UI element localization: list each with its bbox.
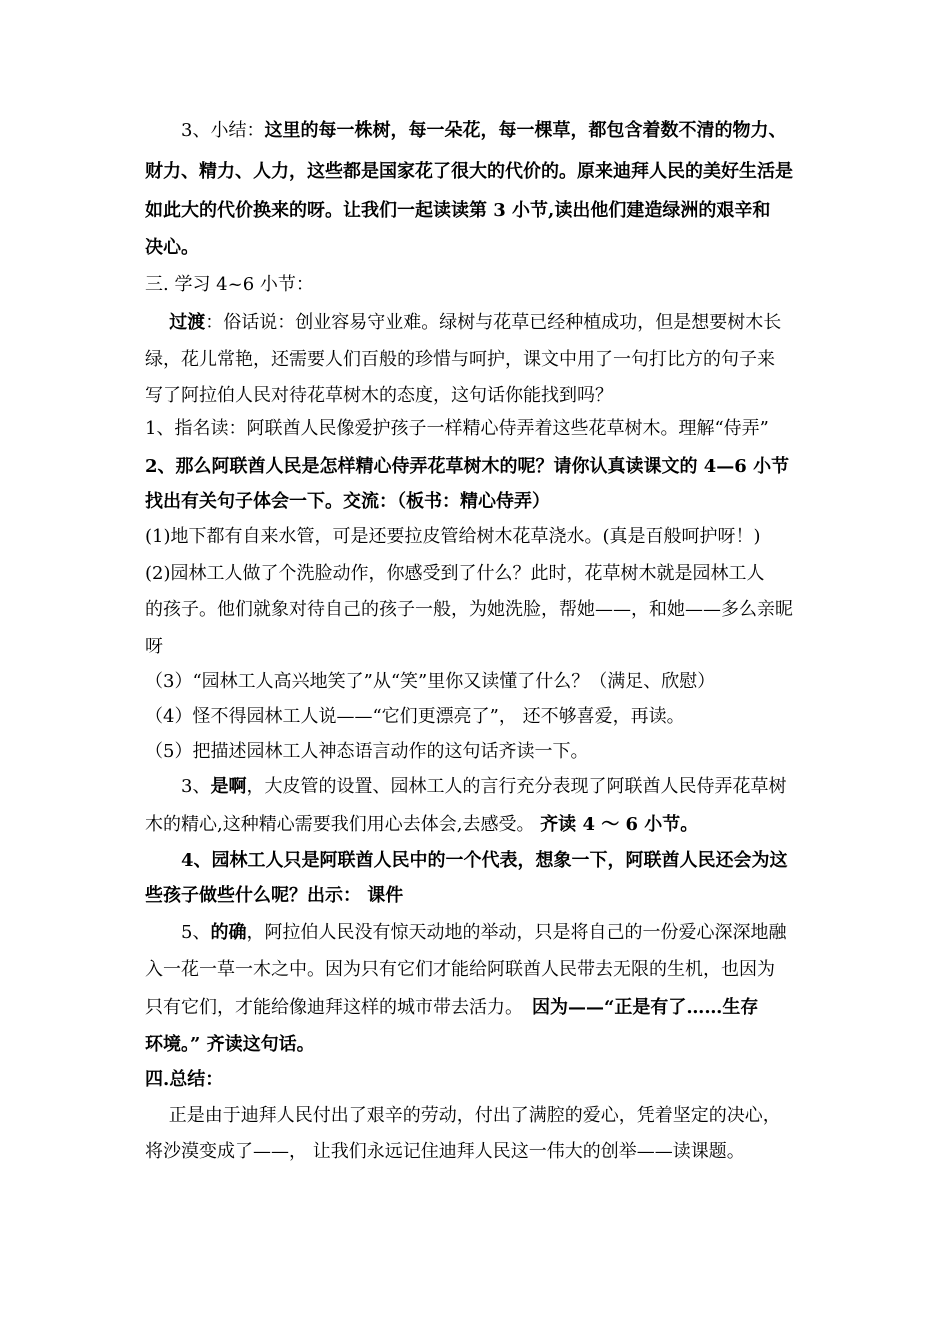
text-run: 5、 — [145, 922, 211, 943]
text-run: 3、 — [145, 776, 211, 797]
text-line — [0, 1033, 950, 1057]
text-run: ：俗话说：创业容易守业难。绿树与花草已经种植成功，但是想要树木长 — [205, 312, 782, 333]
text-run: 正是由于迪拜人民付出了艰辛的劳动，付出了满腔的爱心，凭着坚定的决心， — [145, 1105, 781, 1126]
text-run: 呀 — [145, 636, 163, 657]
text-run: 环境。” 齐读这句话。 — [145, 1034, 315, 1055]
text-line — [0, 417, 950, 441]
text-run: 写了阿拉伯人民对待花草树木的态度，这句话你能找到吗？ — [145, 385, 613, 406]
text-run: ，阿拉伯人民没有惊天动地的举动，只是将自己的一份爱心深深地融 — [246, 922, 787, 943]
text-line — [0, 813, 950, 837]
text-run: 过渡 — [145, 312, 206, 333]
text-run: 入一花一草一木之中。因为只有它们才能给阿联酋人民带去无限的生机，也因为 — [145, 959, 775, 980]
text-line — [0, 490, 950, 514]
text-run: （5）把描述园林工人神态语言动作的这句话齐读一下。 — [145, 741, 589, 762]
text-run: 这里的每一株树，每一朵花，每一棵草，都包含着数不清的物力、 — [264, 120, 787, 141]
text-run: ，大皮管的设置、园林工人的言行充分表现了阿联酋人民侍弄花草树 — [246, 776, 787, 797]
text-run: 将沙漠变成了——， 让我们永远记住迪拜人民这一伟大的创举——读课题。 — [145, 1141, 745, 1162]
text-run: 决心。 — [145, 237, 199, 258]
text-run: 的确 — [210, 922, 247, 943]
text-line — [0, 160, 950, 184]
text-run: 些孩子做些什么呢？出示： 课件 — [145, 885, 404, 906]
text-line — [0, 348, 950, 372]
text-run: (1)地下都有自来水管，可是还要拉皮管给树木花草浇水。(真是百般呵护呀！) — [145, 526, 761, 547]
text-run: 是啊 — [210, 776, 247, 797]
text-run: 财力、精力、人力，这些都是国家花了很大的代价的。原来迪拜人民的美好生活是 — [145, 161, 793, 182]
text-line — [0, 199, 950, 223]
text-run: 4、园林工人只是阿联酋人民中的一个代表，想象一下，阿联酋人民还会为这 — [145, 850, 788, 871]
text-run: 找出有关句子体会一下。交流：（板书：精心侍弄） — [145, 491, 550, 512]
text-run: （4）怪不得园林工人说——“它们更漂亮了”， 还不够喜爱，再读。 — [145, 706, 685, 727]
text-line — [0, 921, 950, 945]
text-run: 绿，花儿常艳，还需要人们百般的珍惜与呵护，课文中用了一句打比方的句子来 — [145, 349, 775, 370]
text-run: 三. 学习 4~6 小节： — [145, 274, 314, 295]
text-line — [0, 1104, 950, 1128]
text-line — [0, 384, 950, 408]
text-run: 只有它们，才能给像迪拜这样的城市带去活力。 — [145, 997, 532, 1018]
text-line — [0, 849, 950, 873]
text-line — [0, 455, 950, 479]
text-line — [0, 525, 950, 549]
text-line — [0, 635, 950, 659]
text-line — [0, 705, 950, 729]
text-line — [0, 562, 950, 586]
text-run: 木的精心,这种精心需要我们用心去体会,去感受。 — [145, 814, 541, 835]
text-run: 2、那么阿联酋人民是怎样精心侍弄花草树木的呢？请你认真读课文的 4—6 小节 — [145, 456, 790, 477]
text-line — [0, 740, 950, 764]
text-run: 3、小结： — [145, 120, 265, 141]
text-run: （3）“园林工人高兴地笑了”从“笑”里你又读懂了什么？（满足、欣慰） — [145, 671, 716, 692]
text-line — [0, 119, 950, 143]
text-line — [0, 273, 950, 297]
text-line — [0, 958, 950, 982]
text-line — [0, 775, 950, 799]
text-line — [0, 670, 950, 694]
text-line — [0, 996, 950, 1020]
text-run: (2)园林工人做了个洗脸动作，你感受到了什么？此时，花草树木就是园林工人 — [145, 563, 765, 584]
text-line — [0, 1068, 950, 1092]
text-line — [0, 1140, 950, 1164]
text-run: 因为——“正是有了……生存 — [532, 997, 759, 1018]
text-run: 如此大的代价换来的呀。让我们一起读读第 3 小节,读出他们建造绿洲的艰辛和 — [145, 200, 771, 221]
text-line — [0, 598, 950, 622]
text-line — [0, 311, 950, 335]
text-run: 四.总结： — [145, 1069, 224, 1090]
text-run: 的孩子。他们就象对待自己的孩子一般，为她洗脸，帮她——，和她——多么亲昵 — [145, 599, 793, 620]
text-run: 齐读 4 ～ 6 小节。 — [540, 814, 699, 835]
text-line — [0, 236, 950, 260]
text-run: 1、指名读：阿联酋人民像爱护孩子一样精心侍弄着这些花草树木。理解“侍弄” — [145, 418, 769, 439]
text-line — [0, 884, 950, 908]
